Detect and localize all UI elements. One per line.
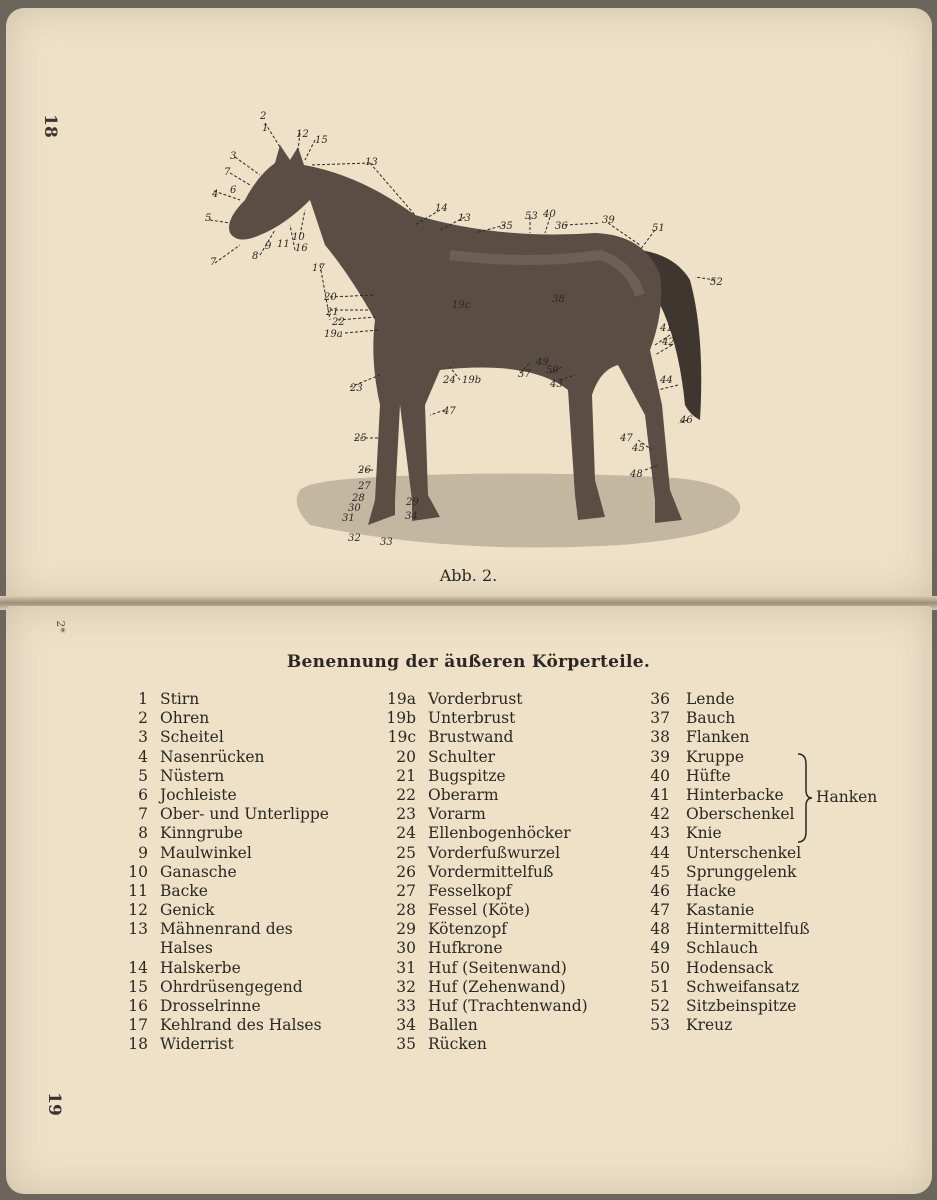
term-name: Vorarm [428,805,486,824]
term-row [642,997,810,1016]
term-row [118,748,329,767]
term-row [118,882,329,901]
term-number: 38 [650,728,670,747]
svg-text:7: 7 [210,257,217,268]
page-number-top: 18 [39,114,60,138]
term-row [642,709,810,728]
term-row [378,939,588,958]
term-row [642,767,810,786]
term-name: Schulter [428,747,496,766]
svg-text:33: 33 [380,537,393,548]
term-row [642,824,810,843]
term-number: 50 [650,958,670,977]
term-number: 46 [650,881,670,900]
term-row [642,901,810,920]
svg-text:41: 41 [660,323,673,334]
term-number: 30 [396,939,416,958]
term-name: Hüfte [686,766,731,785]
term-number: 41 [650,785,670,804]
term-number: 15 [128,977,148,996]
term-row [378,882,588,901]
term-row [378,863,588,882]
term-row [642,959,810,978]
term-name: Unterschenkel [686,843,802,862]
term-number: 29 [396,920,416,939]
terms-column-1 [118,690,329,1055]
term-name: Schlauch [686,939,759,958]
term-number: 8 [138,824,148,843]
term-name: Oberschenkel [686,805,795,824]
term-name: Schweifansatz [686,977,800,996]
term-number: 1 [138,690,148,708]
term-number: 19b [386,709,416,728]
svg-text:52: 52 [710,277,723,288]
term-name: Fesselkopf [428,881,512,900]
term-number: 31 [396,958,416,977]
term-name: Stirn [160,690,200,708]
svg-text:45: 45 [632,443,645,454]
term-number: 47 [650,901,670,920]
term-row [118,709,329,728]
term-name: Bugspitze [428,766,506,785]
term-row [378,997,588,1016]
svg-text:42: 42 [662,337,675,348]
svg-text:35: 35 [500,221,513,232]
term-name: Ballen [428,1016,478,1035]
term-number: 35 [396,1035,416,1054]
term-name: Bauch [686,709,736,728]
svg-text:17: 17 [312,263,325,274]
term-number: 25 [396,843,416,862]
svg-text:29: 29 [406,497,419,508]
term-name: Rücken [428,1035,487,1054]
term-name: Nasenrücken [160,747,265,766]
term-name: Vordermittelfuß [428,862,554,881]
brace-label: Hanken [816,788,878,806]
svg-text:48: 48 [630,469,643,480]
term-name: Jochleiste [160,785,237,804]
svg-text:19a: 19a [324,329,343,340]
right-brace [796,752,814,844]
svg-text:10: 10 [292,232,305,243]
term-name: Kötenzopf [428,920,508,939]
svg-text:37: 37 [518,369,531,380]
term-row [118,844,329,863]
term-name: Hacke [686,881,737,900]
term-number: 32 [396,977,416,996]
term-row [378,978,588,997]
term-row [118,1016,329,1035]
term-number: 37 [650,709,670,728]
svg-text:43: 43 [550,379,563,390]
term-name: Flanken [686,728,750,747]
svg-text:47: 47 [443,406,456,417]
svg-text:2: 2 [260,111,267,122]
term-row [378,1035,588,1054]
term-name: Maulwinkel [160,843,252,862]
signature-mark: 2* [53,620,67,633]
term-row [378,709,588,728]
svg-text:14: 14 [435,203,448,214]
term-row [642,882,810,901]
svg-text:15: 15 [315,135,328,146]
term-row [118,901,329,920]
term-name: Knie [686,824,722,843]
svg-text:13: 13 [365,157,378,168]
svg-text:19b: 19b [462,375,482,386]
term-number: 19c [387,728,416,747]
term-row [378,748,588,767]
term-number: 16 [128,997,148,1015]
term-row [118,767,329,786]
term-number: 13 [128,920,148,939]
horse-illustration [200,105,740,555]
term-name: Kehlrand des Halses [160,1016,322,1035]
svg-text:44: 44 [660,375,673,386]
term-name: Halskerbe [160,958,241,977]
term-name: Lende [686,690,735,708]
svg-text:53: 53 [525,211,538,222]
term-name: Vorderbrust [428,690,523,708]
svg-text:7: 7 [224,167,231,178]
term-number: 4 [138,747,148,766]
term-name: Backe [160,881,208,900]
term-number: 53 [650,1016,670,1035]
term-row [378,690,588,709]
term-row [378,901,588,920]
term-name: Unterbrust [428,709,516,728]
term-name: Hintermittelfuß [686,920,810,939]
terms-column-2 [378,690,588,1055]
term-number: 36 [650,690,670,708]
term-row [642,978,810,997]
term-name: Huf (Trachtenwand) [428,997,588,1015]
term-row [378,844,588,863]
term-row [118,920,329,939]
term-row [118,939,329,958]
svg-text:26: 26 [358,465,371,476]
term-name: Huf (Zehenwand) [428,977,566,996]
term-name: Ober- und Unterlippe [160,805,329,824]
page-number-bottom: 19 [43,1092,64,1116]
term-name: Oberarm [428,785,499,804]
svg-text:1: 1 [262,123,269,134]
svg-text:25: 25 [354,433,367,444]
term-row [378,767,588,786]
term-number: 3 [138,728,148,747]
svg-text:11: 11 [277,239,290,250]
term-number: 7 [138,805,148,824]
svg-text:31: 31 [342,513,355,524]
term-number: 6 [138,785,148,804]
term-name: Ohrdrüsengegend [160,977,303,996]
term-name: Drosselrinne [160,997,261,1015]
term-number: 44 [650,843,670,862]
term-row [378,959,588,978]
term-number: 43 [650,824,670,843]
term-row [118,805,329,824]
svg-text:24: 24 [443,375,456,386]
term-row [378,728,588,747]
term-row [378,920,588,939]
term-number: 26 [396,862,416,881]
term-row [378,805,588,824]
term-row [118,863,329,882]
section-heading: Benennung der äußeren Körperteile. [286,652,651,672]
term-row [642,805,810,824]
svg-text:16: 16 [295,243,308,254]
term-row [642,863,810,882]
term-number: 51 [650,977,670,996]
term-name: Vorderfußwurzel [428,843,561,862]
svg-text:32: 32 [348,533,361,544]
term-row [642,1016,810,1035]
svg-text:13: 13 [458,213,471,224]
term-number: 39 [650,747,670,766]
term-number: 28 [396,901,416,920]
term-name: Sprunggelenk [686,862,797,881]
svg-text:27: 27 [358,481,371,492]
svg-text:28: 28 [352,493,365,504]
term-name: Ellenbogenhöcker [428,824,571,843]
svg-text:23: 23 [350,383,363,394]
term-name: Scheitel [160,728,224,747]
term-number: 5 [138,766,148,785]
term-number: 20 [396,747,416,766]
term-row [642,690,810,709]
svg-text:9: 9 [265,241,272,252]
term-row [118,997,329,1016]
svg-text:46: 46 [680,415,693,426]
terms-column-3 [642,690,810,1035]
svg-text:4: 4 [212,189,219,200]
term-row [118,978,329,997]
term-number: 10 [128,862,148,881]
svg-text:50: 50 [546,365,559,376]
term-name: Brustwand [428,728,514,747]
svg-text:22: 22 [332,317,345,328]
term-number: 21 [396,766,416,785]
term-name: Sitzbeinspitze [686,997,797,1015]
term-row [118,1035,329,1054]
term-name: Ganasche [160,862,237,881]
term-row [642,920,810,939]
svg-text:19c: 19c [452,300,471,311]
term-row [378,786,588,805]
term-name: Nüstern [160,766,225,785]
term-name: Huf (Seitenwand) [428,958,567,977]
svg-text:8: 8 [252,251,259,262]
term-number: 24 [396,824,416,843]
term-number: 12 [128,901,148,920]
term-number: 45 [650,862,670,881]
svg-text:3: 3 [230,151,237,162]
svg-text:12: 12 [296,129,309,140]
term-name: Kreuz [686,1016,733,1035]
svg-text:6: 6 [230,185,237,196]
term-number: 2 [138,709,148,728]
term-name: Kastanie [686,901,755,920]
svg-text:51: 51 [652,223,665,234]
term-row [642,728,810,747]
svg-text:5: 5 [205,213,212,224]
term-row [118,786,329,805]
term-name: Hufkrone [428,939,503,958]
term-number: 40 [650,766,670,785]
term-name: Kinngrube [160,824,243,843]
svg-text:21: 21 [326,307,339,318]
term-number: 22 [396,785,416,804]
svg-text:20: 20 [324,292,337,303]
term-name: Halses [160,939,213,958]
svg-text:38: 38 [552,294,565,305]
svg-text:39: 39 [602,215,615,226]
term-row [378,1016,588,1035]
term-name: Genick [160,901,215,920]
term-name: Hinterbacke [686,785,784,804]
svg-text:36: 36 [555,221,568,232]
term-row [642,844,810,863]
term-row [118,690,329,709]
svg-text:40: 40 [543,209,556,220]
svg-text:49: 49 [536,357,549,368]
term-row [642,786,810,805]
term-number: 33 [396,997,416,1015]
term-number: 42 [650,805,670,824]
term-number: 48 [650,920,670,939]
term-name: Fessel (Köte) [428,901,531,920]
term-number: 52 [650,997,670,1015]
term-name: Ohren [160,709,210,728]
term-row [118,959,329,978]
svg-text:34: 34 [405,511,418,522]
term-name: Hodensack [686,958,774,977]
term-number: 9 [138,843,148,862]
term-number: 49 [650,939,670,958]
term-number: 34 [396,1016,416,1035]
term-number: 17 [128,1016,148,1035]
term-number: 14 [128,958,148,977]
term-name: Mähnenrand des [160,920,293,939]
svg-text:30: 30 [348,503,361,514]
term-name: Kruppe [686,747,744,766]
term-number: 19a [387,690,416,708]
term-row [642,939,810,958]
term-row [118,728,329,747]
term-number: 23 [396,805,416,824]
term-name: Widerrist [160,1035,234,1054]
term-row [378,824,588,843]
term-number: 18 [128,1035,148,1054]
term-row [642,748,810,767]
term-row [118,824,329,843]
figure-caption: Abb. 2. [439,566,498,585]
svg-text:47: 47 [620,433,633,444]
term-number: 27 [396,881,416,900]
term-number: 11 [128,881,148,900]
